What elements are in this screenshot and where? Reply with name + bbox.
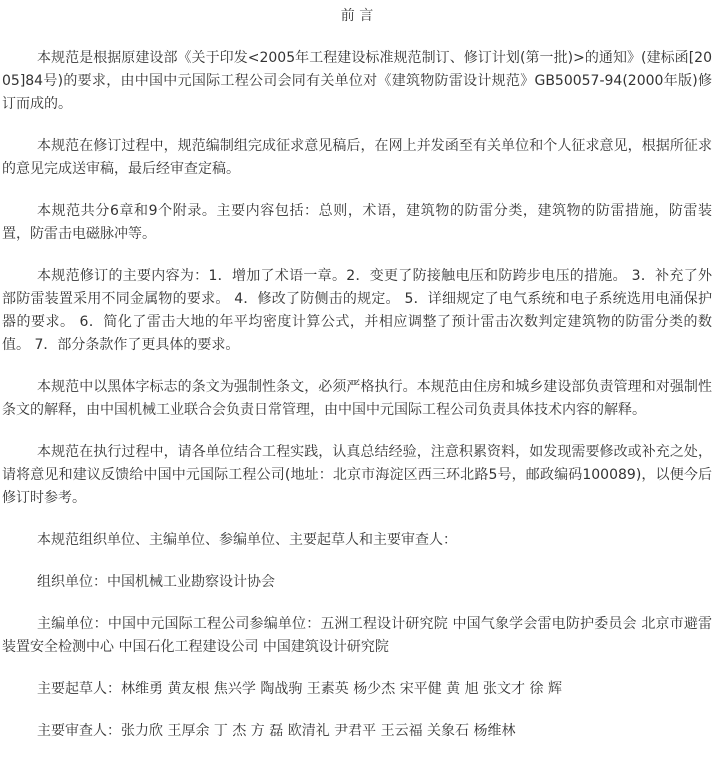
paragraph-basis: 本规范是根据原建设部《关于印发<2005年工程建设标准规范制订、修订计划(第一批)>的通知》(建标函[2005]84号)的要求，由中国中元国际工程公司会同有关单位对《建筑物防雷设计规范》GB50057-94(2000年版)修订而成的。 <box>2 50 712 112</box>
paragraph-contents-overview: 本规范共分6章和9个附录。主要内容包括：总则，术语，建筑物的防雷分类，建筑物的防雷措施，防雷装置，防雷击电磁脉冲等。 <box>2 203 712 242</box>
paragraph-feedback-address: 本规范在执行过程中，请各单位结合工程实践，认真总结经验，注意积累资料，如发现需要修改或补充之处，请将意见和建议反馈给中国中元国际工程公司(地址：北京市海淀区西三环北路5号，邮政编码100089)，以便今后修订时参考。 <box>2 444 712 506</box>
paragraph-units-intro: 本规范组织单位、主编单位、参编单位、主要起草人和主要审查人： <box>37 532 457 548</box>
paragraph-revision-process: 本规范在修订过程中，规范编制组完成征求意见稿后，在网上并发函至有关单位和个人征求意见，根据所征求的意见完成送审稿，最后经审查定稿。 <box>2 138 712 177</box>
paragraph-main-reviewers: 主要审查人：张力欣 王厚余 丁 杰 方 磊 欧清礼 尹君平 王云福 关象石 杨维林 <box>37 723 516 739</box>
paragraph-editing-units: 主编单位：中国中元国际工程公司参编单位：五洲工程设计研究院 中国气象学会雷电防护委员会 北京市避雷装置安全检测中心 中国石化工程建设公司 中国建筑设计研究院 <box>2 616 712 655</box>
paragraph-organizing-unit: 组织单位：中国机械工业勘察设计协会 <box>37 574 275 590</box>
paragraph-main-drafters: 主要起草人：林维勇 黄友根 焦兴学 陶战驹 王素英 杨少杰 宋平健 黄 旭 张文才 徐 辉 <box>37 681 562 697</box>
paragraph-mandatory-provisions: 本规范中以黑体字标志的条文为强制性条文，必须严格执行。本规范由住房和城乡建设部负责管理和对强制性条文的解释，由中国机械工业联合会负责日常管理，由中国中元国际工程公司负责具体技术内容的解释。 <box>2 379 712 418</box>
paragraph-main-changes: 本规范修订的主要内容为：1．增加了术语一章。2．变更了防接触电压和防跨步电压的措施。 3．补充了外部防雷装置采用不同金属物的要求。 4．修改了防侧击的规定。 5．详细规定了电气系统和电子系统选用电涌保护器的要求。 6．简化了雷击大地的年平均密度计算公式，并相应调整了预计雷击次数判定建筑物的防雷分类的数值。 7．部分条款作了更具体的要求。 <box>2 268 712 353</box>
page-title: 前 言 <box>340 8 374 24</box>
